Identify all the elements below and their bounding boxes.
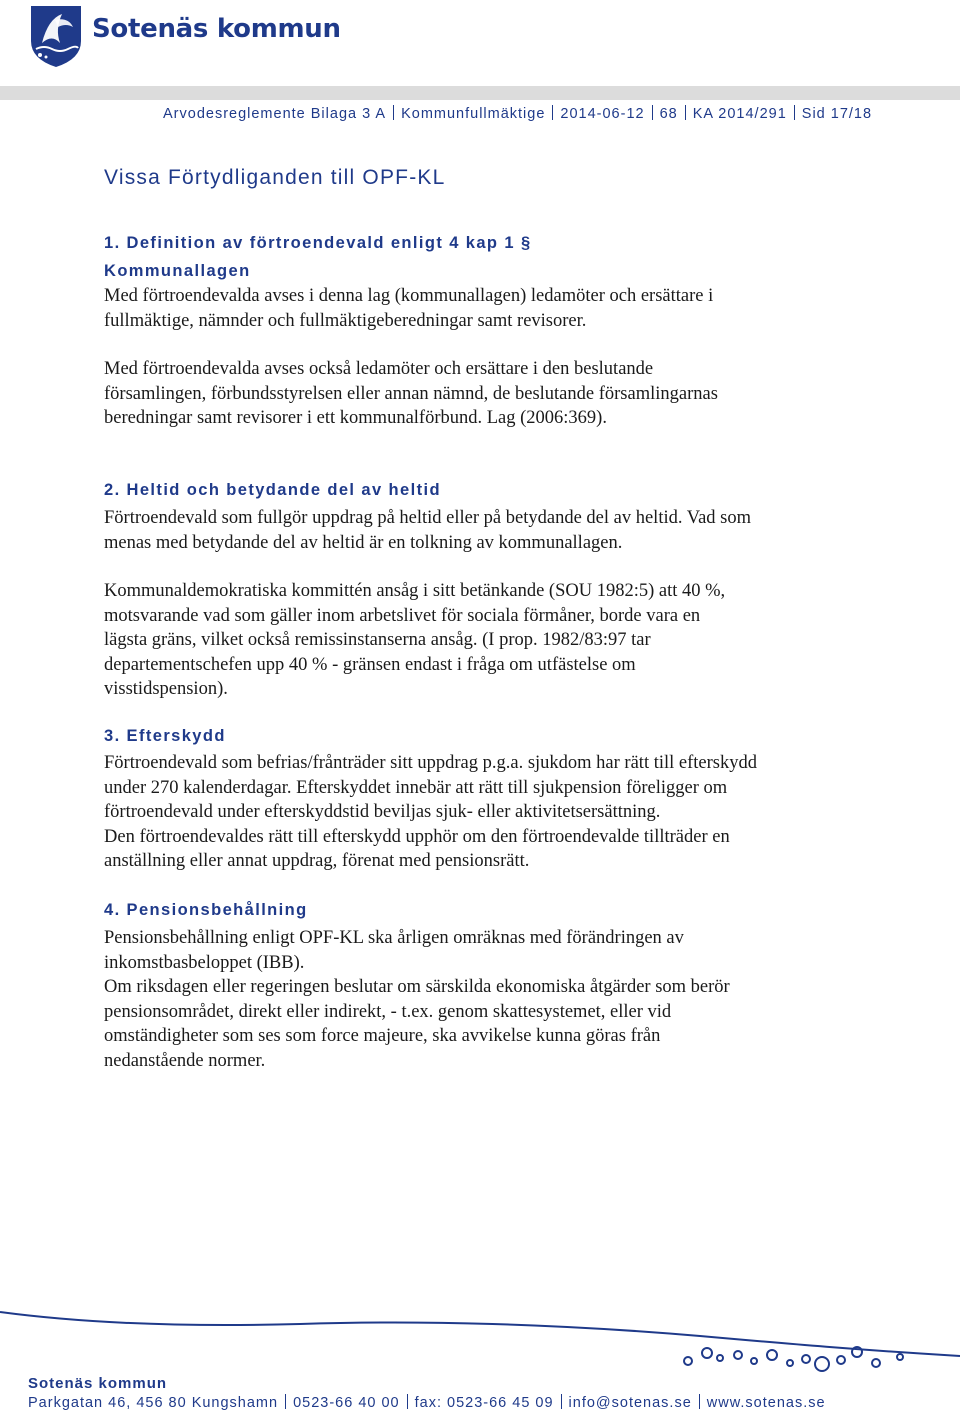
text-line: fullmäktige, nämnder och fullmäktigeberedningar samt revisorer. (104, 310, 587, 331)
meta-page: Sid 17/18 (801, 106, 873, 122)
text-line: Kommunaldemokratiska kommittén ansåg i sitt betänkande (SOU 1982:5) att 40 %, (104, 581, 726, 601)
footer-separator (561, 1394, 562, 1409)
meta-attachment: Arvodesreglemente Bilaga 3 A (163, 106, 387, 122)
text-line: Med förtroendevalda avses också ledamöter och ersättare i den beslutande (104, 359, 654, 379)
section-3-heading: 3. Efterskydd (104, 727, 226, 745)
section-1-paragraph-1 (104, 284, 864, 333)
text-line: nedanstående normer. (104, 1050, 266, 1071)
footer-website-link[interactable]: www.sotenas.se (706, 1395, 826, 1411)
meta-case-number: KA 2014/291 (692, 106, 787, 122)
footer-organization-name: Sotenäs kommun (28, 1375, 168, 1392)
text-line: Den förtroendevaldes rätt till efterskydd upphör om den förtroendevalde tillträder en (104, 826, 730, 847)
text-line: inkomstbasbeloppet (IBB). (104, 952, 305, 973)
section-1-heading-line: 1. Definition av förtroendevald enligt 4 kap 1 § (104, 234, 532, 252)
section-4-paragraph-1 (104, 926, 864, 1074)
section-3-paragraph-1 (104, 751, 864, 874)
footer-fax: fax: 0523-66 45 09 (414, 1395, 554, 1411)
text-line: pensionsområdet, direkt eller indirekt, - t.ex. genom skattesystemet, eller vid (104, 1001, 672, 1022)
logo-text: Sotenäs kommun (92, 14, 341, 44)
footer-separator (285, 1394, 286, 1409)
text-line: omständigheter som ses som force majeure, ska avvikelse kunna göras från (104, 1026, 661, 1047)
text-line: anställning eller annat uppdrag, förenat med pensionsrätt. (104, 851, 530, 872)
text-line: departementschefen upp 40 % - gränsen endast i fråga om utfästelse om (104, 654, 636, 675)
footer-address: Parkgatan 46, 456 80 Kungshamn (28, 1395, 279, 1411)
section-2-paragraph-2 (104, 579, 864, 702)
meta-separator (393, 105, 394, 120)
text-line: visstidspension). (104, 679, 228, 700)
text-line: lägsta gräns, vilket också remissinstanserna ansåg. (I prop. 1982/83:97 tar (104, 630, 651, 651)
meta-paragraph: 68 (659, 106, 678, 122)
meta-date: 2014-06-12 (560, 106, 645, 122)
text-line: Förtroendevald som fullgör uppdrag på heltid eller på betydande del av heltid. Vad som (104, 508, 751, 528)
section-1-heading (104, 229, 864, 285)
footer-contact (28, 1394, 826, 1411)
section-4-heading: 4. Pensionsbehållning (104, 901, 308, 919)
footer-email-link[interactable]: info@sotenas.se (568, 1395, 692, 1411)
text-line: Förtroendevald som befrias/frånträder sitt uppdrag p.g.a. sjukdom har rätt till efterskydd (104, 753, 757, 773)
document-title: Vissa Förtydliganden till OPF-KL (104, 166, 446, 189)
header-bar (0, 86, 960, 100)
text-line: Om riksdagen eller regeringen beslutar om särskilda ekonomiska åtgärder som berör (104, 977, 730, 998)
meta-separator (552, 105, 553, 120)
footer-separator (699, 1394, 700, 1409)
document-meta (163, 105, 953, 122)
text-line: under 270 kalenderdagar. Efterskyddet innebär att rätt till sjukpension föreligger om (104, 777, 728, 798)
meta-body: Kommunfullmäktige (401, 106, 546, 122)
text-line: Pensionsbehållning enligt OPF-KL ska årligen omräknas med förändringen av (104, 928, 684, 948)
sotenas-crest-icon (28, 3, 84, 69)
footer-separator (407, 1394, 408, 1409)
section-1-heading-line: Kommunallagen (104, 262, 251, 280)
section-2-heading: 2. Heltid och betydande del av heltid (104, 481, 441, 499)
meta-separator (652, 105, 653, 120)
text-line: menas med betydande del av heltid är en tolkning av kommunallagen. (104, 532, 623, 553)
text-line: Med förtroendevalda avses i denna lag (kommunallagen) ledamöter och ersättare i (104, 286, 714, 306)
section-1-paragraph-2 (104, 357, 864, 431)
section-2-paragraph-1 (104, 506, 864, 555)
meta-separator (685, 105, 686, 120)
text-line: församlingen, förbundsstyrelsen eller annan nämnd, de beslutande församlingarnas (104, 383, 718, 404)
footer-phone: 0523-66 40 00 (293, 1395, 400, 1411)
meta-separator (794, 105, 795, 120)
text-line: motsvarande vad som gäller inom arbetslivet för sociala förmåner, borde vara en (104, 605, 701, 626)
text-line: förtroendevald under efterskyddstid beviljas sjuk- eller aktivitetsersättning. (104, 802, 661, 823)
text-line: beredningar samt revisorer i ett kommunalförbund. Lag (2006:369). (104, 408, 607, 429)
